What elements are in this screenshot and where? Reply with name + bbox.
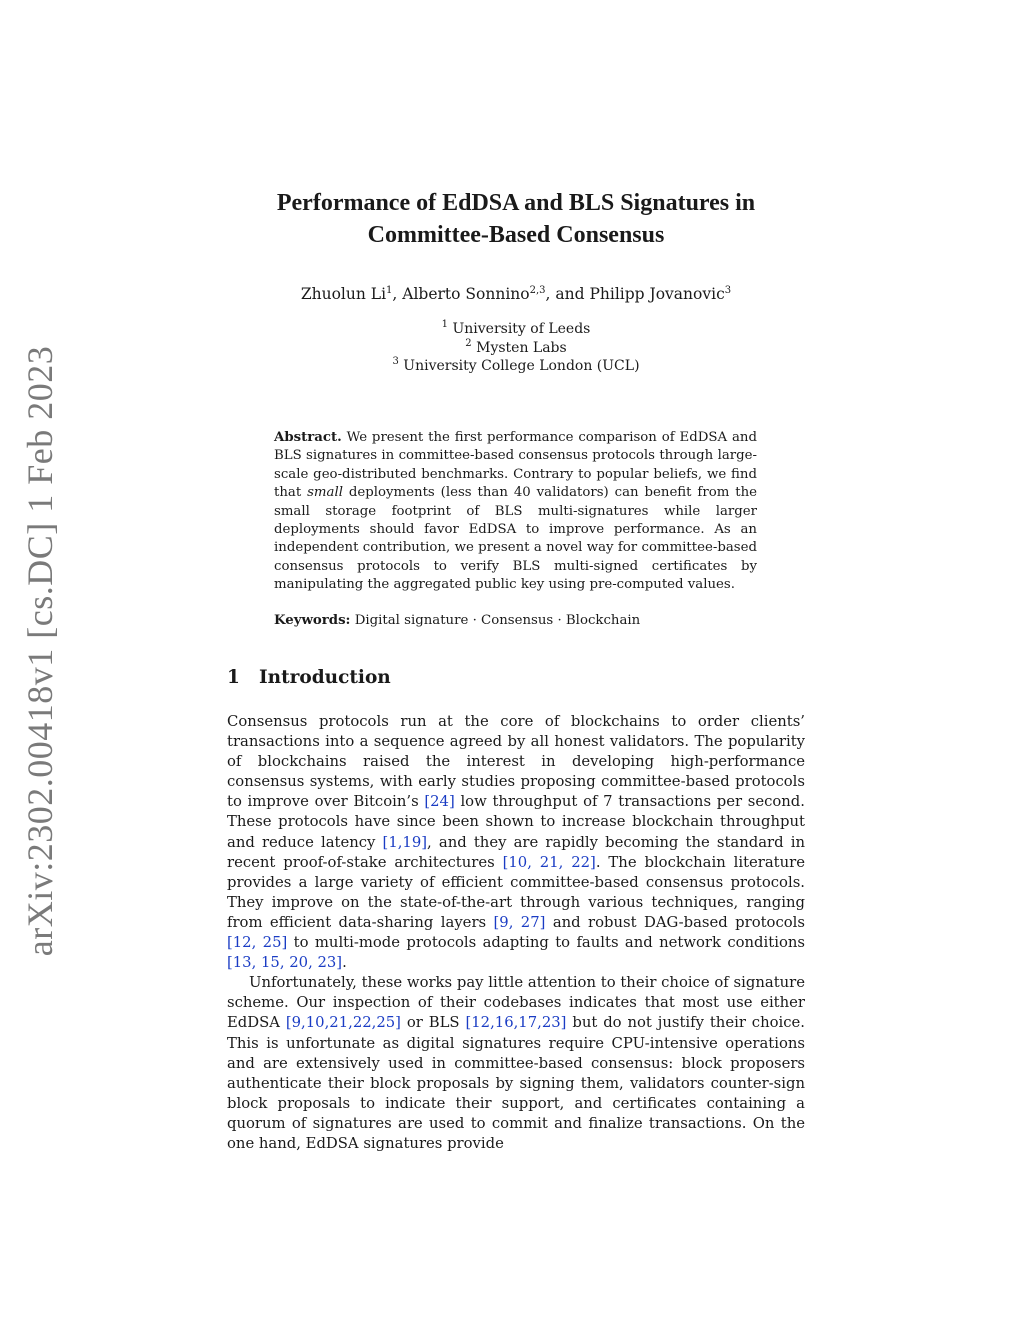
text-run: to multi-mode protocols adapting to faults and network conditions: [287, 934, 805, 952]
section-heading: [227, 667, 391, 688]
citation-link[interactable]: [24]: [424, 793, 455, 811]
paragraph: [227, 712, 805, 973]
paper-title: Performance of EdDSA and BLS Signatures in Committee-Based Consensus: [276, 190, 756, 248]
text-run: , and they are rapidly becoming the standard in recent proof-of-stake architectures: [227, 833, 805, 871]
author-name: Zhuolun Li: [300, 285, 387, 303]
author-affiliation-mark: 1: [386, 285, 393, 296]
text-run: low throughput of 7 transactions per second. These protocols have since been shown to increase blockchain throughput and reduce latency: [227, 793, 805, 851]
affiliation-mark: 1: [441, 319, 448, 330]
abstract: [274, 429, 757, 595]
author-name: Alberto Sonnino: [402, 285, 530, 303]
text-run: Unfortunately, these works pay little attention to their choice of signature scheme. Our inspection of their codebases indicates that most use either EdDSA: [227, 974, 805, 1032]
section-title: Introduction: [259, 667, 391, 688]
affiliation: [227, 357, 805, 376]
author-affiliation-mark: 2,3: [529, 285, 546, 296]
citation-link[interactable]: [12,16,17,23]: [465, 1014, 567, 1032]
author-affiliation-mark: 3: [724, 285, 732, 296]
keywords: [274, 613, 757, 628]
paragraph: [227, 973, 805, 1154]
citation-link[interactable]: [13, 15, 20, 23]: [227, 954, 343, 972]
abstract-label: Abstract.: [274, 430, 342, 445]
citation-link[interactable]: [9, 27]: [493, 913, 546, 931]
text-run: . The blockchain literature provides a large variety of efficient committee-based consensus protocols. They improve on the state-of-the-art through various techniques, ranging from efficient data-sharing layers: [227, 853, 805, 931]
citation-link[interactable]: [1,19]: [382, 833, 428, 851]
keywords-text: Digital signature · Consensus · Blockchain: [354, 613, 641, 628]
affiliation: [227, 320, 805, 339]
abstract-text: [274, 430, 757, 592]
text-run: We present the first performance comparison of EdDSA and BLS signatures in committee-based consensus protocols through large-scale geo-distributed benchmarks. Contrary to popular beliefs, we find that: [274, 430, 757, 501]
text-run: Consensus protocols run at the core of blockchains to order clients’ transactions into a sequence agreed by all honest validators. The popularity of blockchains raised the interest in developing high-performance consensus systems, with early studies proposing committee-based protocols to improve over Bitcoin’s: [227, 713, 805, 811]
author-separator: ,: [392, 285, 403, 303]
affiliation-list: [227, 320, 805, 376]
text-run: and robust DAG-based protocols: [545, 913, 805, 931]
arxiv-side-identifier: arXiv:2302.00418v1 [cs.DC] 1 Feb 2023: [20, 345, 60, 957]
affiliation-name: University of Leeds: [448, 321, 591, 337]
text-run: deployments (less than 40 validators) can benefit from the small storage footprint of BLS multi-signatures while larger deployments should favor EdDSA to improve performance. As an independent contribution, we present a novel way for committee-based consensus protocols to verify BLS multi-signed certificates by manipulating the aggregated public key using pre-computed values.: [274, 485, 758, 593]
text-run: but do not justify their choice. This is unfortunate as digital signatures require CPU-intensive operations and are extensively used in committee-based consensus: block proposers authenticate their block proposals by signing them, validators counter-sign block proposals to indicate their support, and certificates containing a quorum of signatures are used to commit and finalize transactions. On the one hand, EdDSA signatures provide: [227, 1014, 806, 1152]
text-run: .: [342, 954, 347, 972]
affiliation-name: Mysten Labs: [471, 339, 567, 356]
affiliation: [227, 339, 805, 358]
body-text: [227, 712, 805, 1154]
affiliation-name: University College London (UCL): [398, 358, 640, 374]
affiliation-mark: 3: [392, 356, 399, 367]
author-name: Philipp Jovanovic: [589, 285, 725, 303]
keywords-label: Keywords:: [274, 613, 351, 628]
emphasis: small: [307, 485, 343, 501]
citation-link[interactable]: [12, 25]: [227, 934, 288, 952]
author-list: [227, 285, 805, 303]
citation-link[interactable]: [9,10,21,22,25]: [285, 1014, 401, 1032]
affiliation-mark: 2: [465, 337, 472, 349]
section-number: 1: [227, 667, 240, 688]
text-run: or BLS: [400, 1014, 466, 1032]
citation-link[interactable]: [10, 21, 22]: [502, 853, 596, 871]
author-separator: , and: [545, 285, 590, 303]
